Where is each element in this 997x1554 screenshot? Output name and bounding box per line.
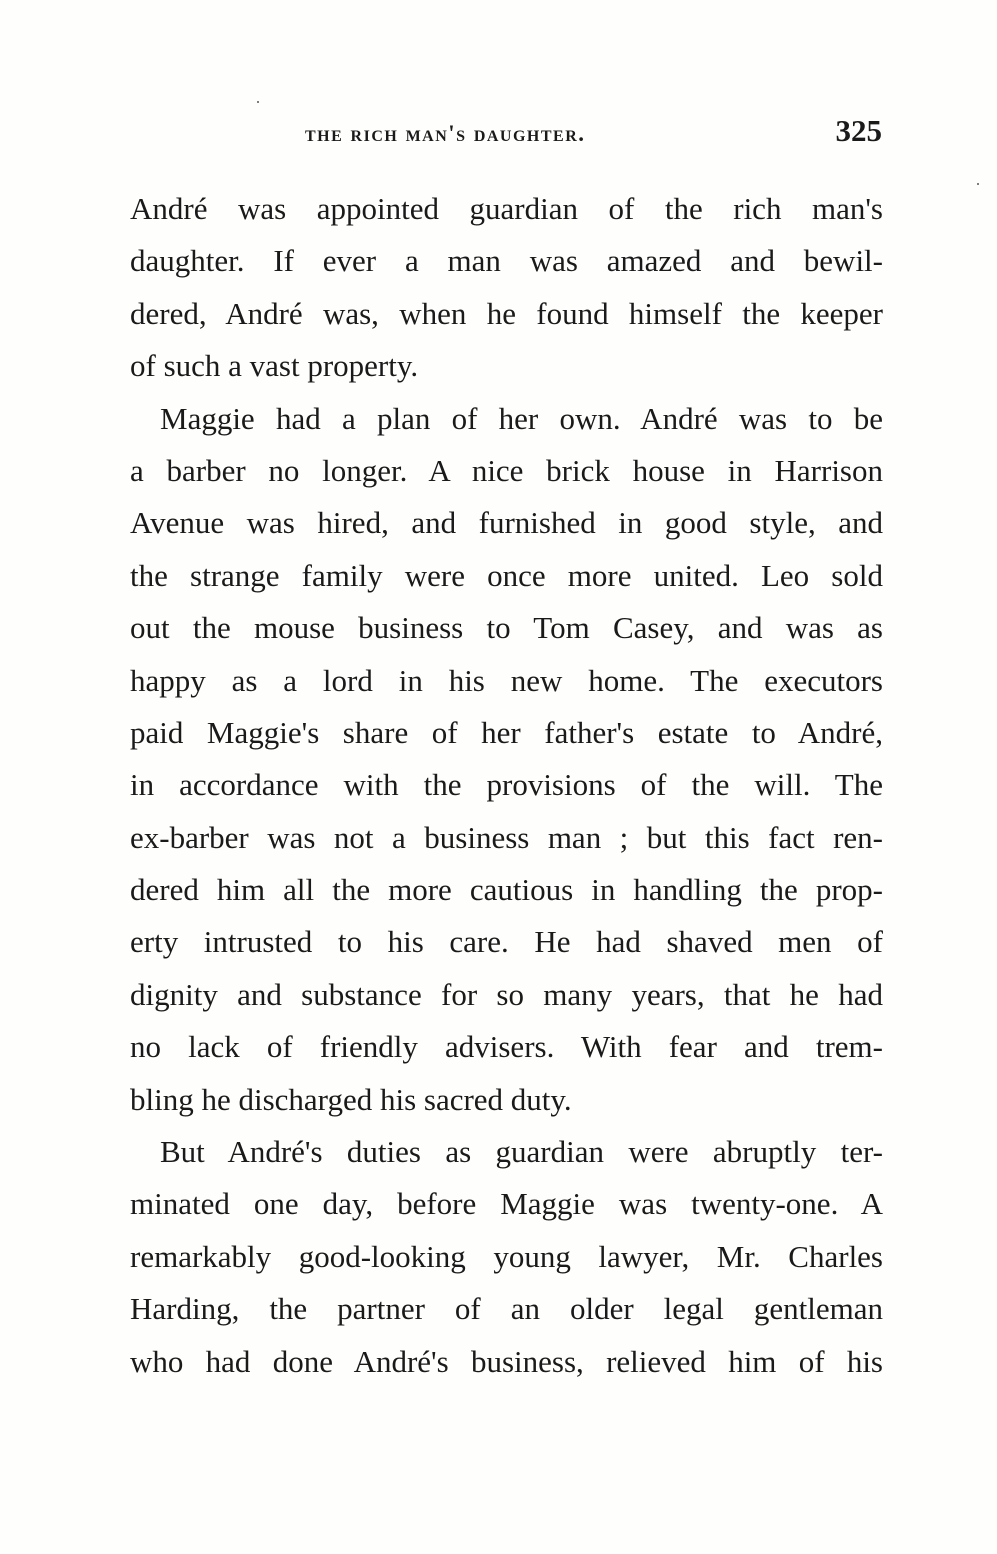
- text-line: Harding, the partner of an older legal gentleman: [130, 1291, 883, 1327]
- text-line: ex-barber was not a business man ; but this fact ren-: [130, 819, 883, 855]
- text-line: the strange family were once more united. Leo sold: [130, 557, 883, 593]
- paragraph-3: [130, 1126, 883, 1388]
- text-line: in accordance with the provisions of the will. The: [130, 767, 883, 803]
- paragraph-1: [130, 183, 883, 393]
- running-title: the rich man's daughter.: [305, 121, 586, 146]
- text-line: Maggie had a plan of her own. André was to be: [160, 400, 883, 436]
- text-line: Avenue was hired, and furnished in good style, and: [130, 505, 883, 541]
- text-line: of such a vast property.: [130, 348, 419, 384]
- text-line: who had done André's business, relieved him of his: [130, 1343, 883, 1379]
- body-text: [130, 183, 883, 1388]
- text-line: daughter. If ever a man was amazed and bewil-: [130, 243, 883, 279]
- text-line: dered him all the more cautious in handling the prop-: [130, 872, 883, 908]
- text-line: no lack of friendly advisers. With fear and trem-: [130, 1029, 883, 1065]
- text-line: dignity and substance for so many years, that he had: [130, 976, 883, 1012]
- text-line: minated one day, before Maggie was twenty-one. A: [130, 1186, 883, 1222]
- text-line: a barber no longer. A nice brick house in Harrison: [130, 452, 883, 488]
- text-line: happy as a lord in his new home. The executors: [130, 662, 883, 698]
- page-number: 325: [835, 113, 882, 148]
- text-line: out the mouse business to Tom Casey, and was as: [130, 610, 883, 646]
- text-line: bling he discharged his sacred duty.: [130, 1081, 572, 1117]
- text-line: remarkably good-looking young lawyer, Mr. Charles: [130, 1238, 883, 1274]
- print-speck: [977, 183, 979, 185]
- text-line: dered, André was, when he found himself the keeper: [130, 295, 883, 331]
- text-line: paid Maggie's share of her father's estate to André,: [130, 714, 883, 750]
- text-line: But André's duties as guardian were abruptly ter-: [160, 1134, 883, 1170]
- text-line: André was appointed guardian of the rich man's: [130, 191, 883, 226]
- paragraph-2: [130, 393, 883, 1126]
- running-head: [130, 113, 886, 153]
- print-speck: [257, 101, 259, 103]
- text-line: erty intrusted to his care. He had shaved men of: [130, 924, 883, 960]
